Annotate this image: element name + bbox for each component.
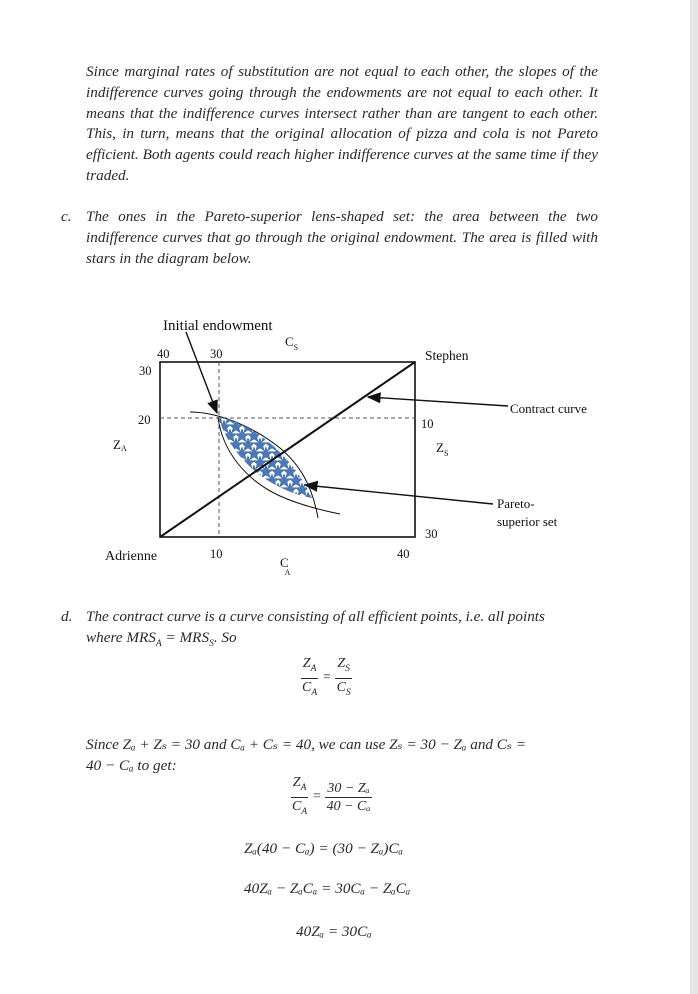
pareto-star — [271, 429, 284, 442]
tick-bottom-10: 10 — [210, 547, 223, 561]
stephen-label: Stephen — [425, 348, 469, 363]
pareto-star — [301, 456, 314, 469]
item-d-line1: The contract curve is a curve consisting of all efficient points, i.e. all points — [86, 608, 545, 625]
cs-top-label: $C_S$ — [285, 334, 299, 352]
pareto-star — [301, 438, 314, 451]
pareto-star — [241, 420, 254, 433]
tick-top-40: 40 — [157, 347, 170, 361]
tick-right-10: 10 — [421, 417, 434, 431]
pareto-star — [247, 483, 260, 496]
equation-mrs-ratio: $\frac{Z_A}{C_A}$ = $\frac{Z_S}{C_S}$ — [302, 656, 351, 698]
equation-expanded: 40Zₐ − ZₐCₐ = 30Cₐ − ZₐCₐ — [244, 880, 411, 897]
equation-cross-multiplied: Zₐ(40 − Cₐ) = (30 − Zₐ)Cₐ — [244, 840, 404, 857]
tick-right-30: 30 — [425, 527, 438, 541]
pareto-star — [241, 492, 254, 505]
since-line2: 40 − Cₐ to get: — [86, 757, 177, 774]
tick-bottom-40: 40 — [397, 547, 410, 561]
item-c-text: The ones in the Pareto-superior lens-shaped set: the area between the two indifference curves that go through the original endowment. The area is filled with stars in the diagram below. — [86, 208, 598, 267]
pareto-star — [211, 447, 224, 460]
contract-curve-line — [160, 362, 415, 537]
contract-curve-label: Contract curve — [510, 401, 587, 416]
zs-label: $Z_S$ — [436, 440, 449, 458]
pareto-star — [247, 411, 260, 424]
pareto-star — [223, 465, 236, 478]
pareto-star — [307, 411, 320, 424]
pareto-star — [307, 465, 320, 478]
item-d-line2: where $MRS_A = MRS_S$. So — [86, 629, 237, 650]
pareto-star — [295, 411, 308, 424]
pareto-star — [295, 447, 308, 460]
pareto-star — [259, 411, 272, 424]
za-label: ZA — [113, 437, 127, 453]
pareto-star — [265, 438, 278, 451]
pareto-star — [253, 420, 266, 433]
pareto-star — [271, 411, 284, 424]
endowment-arrow — [186, 332, 217, 413]
pareto-star — [229, 492, 242, 505]
item-c-marker: c. — [61, 208, 72, 225]
pareto-star — [283, 429, 296, 442]
contract-curve-arrow — [368, 397, 508, 406]
tick-top-30: 30 — [210, 347, 223, 361]
ca-label: C A — [280, 555, 291, 577]
equation-substituted: $\frac{Z_A}{C_A}$ = $\frac{\text{30 − Zₐ}}{\text{40 − Cₐ}}$ — [292, 775, 371, 817]
pareto-star — [211, 465, 224, 478]
pareto-label-line2: superior set — [497, 514, 558, 529]
pareto-set-arrow — [305, 485, 493, 504]
pareto-star — [307, 447, 320, 460]
pareto-label-line1: Pareto- — [497, 496, 535, 511]
tick-left-20: 20 — [138, 413, 151, 427]
pareto-star — [265, 420, 278, 433]
pareto-star — [289, 420, 302, 433]
pareto-star — [283, 411, 296, 424]
adrienne-label: Adrienne — [105, 549, 158, 564]
equation-simplified: 40Zₐ = 30Cₐ — [296, 923, 372, 940]
pareto-star — [277, 492, 290, 505]
paragraph-b: Since marginal rates of substitution are not equal to each other, the slopes of the indifference curves going through the endowments are not equal to each other. It means that the indifference curves intersect rather than are tangent to each other. This, in turn, means that the original allocation of pizza and cola is not Pareto efficient. Both agents could reach higher indifference curves at the same time if they traded. — [86, 63, 598, 184]
pareto-star — [253, 492, 266, 505]
pareto-star — [235, 411, 248, 424]
since-line1: Since Zₐ + Zₛ = 30 and Cₐ + Cₛ = 40, we can use Zₛ = 30 − Zₐ and Cₛ = — [86, 736, 527, 753]
pareto-star — [301, 420, 314, 433]
pareto-star — [277, 420, 290, 433]
pareto-star — [289, 456, 302, 469]
initial-endowment-label: Initial endowment — [163, 318, 273, 334]
indifference-curve-stephen — [218, 417, 340, 514]
scrollbar[interactable] — [690, 0, 698, 994]
tick-left-30: 30 — [139, 364, 152, 378]
edgeworth-box-diagram — [0, 300, 690, 590]
pareto-star — [235, 465, 248, 478]
item-d-marker: d. — [61, 608, 73, 625]
